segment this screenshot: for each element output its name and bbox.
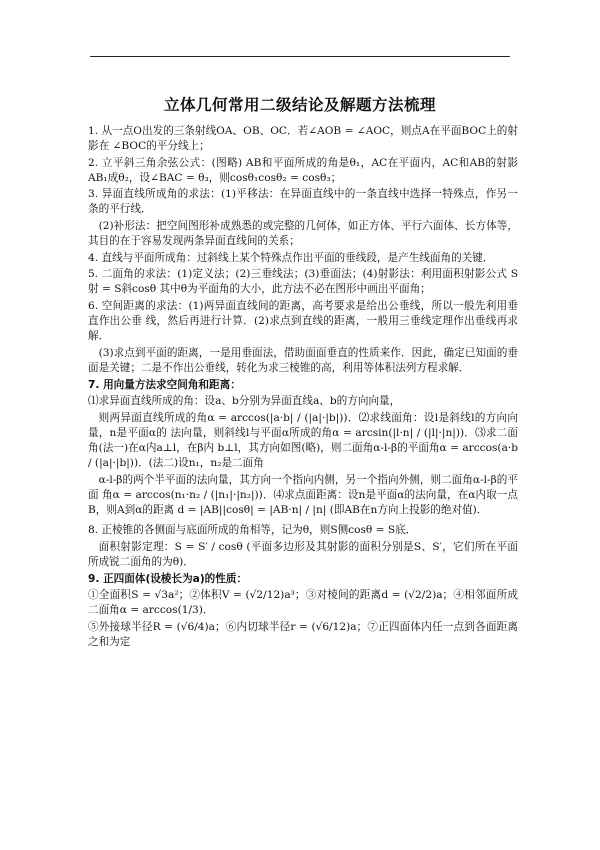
paragraph-3: 3. 异面直线所成角的求法：(1)平移法：在异面直线中的一条直线中选择一特殊点，作另一条的平行线．	[88, 188, 518, 216]
section-7-heading: 7. 用向量方法求空间角和距离：	[88, 378, 241, 391]
paragraph-8: 8. 正棱锥的各侧面与底面所成的角相等，记为θ，则S侧cosθ = S底．	[88, 524, 417, 537]
header-rule	[90, 56, 510, 57]
paragraph-6: 6. 空间距离的求法：(1)两异面直线间的距离，高考要求是给出公垂线，所以一般先利用垂直作出公垂 线，然后再进行计算．(2)求点到直线的距离，一般用三垂线定理作出垂线再求解．	[88, 300, 518, 343]
paragraph-1: 1. 从一点O出发的三条射线OA、OB、OC．若∠AOB = ∠AOC，则点A在平面BOC上的射影在 ∠BOC的平分线上；	[88, 125, 518, 152]
paragraph-3b: (2)补形法：把空间图形补成熟悉的或完整的几何体，如正方体、平行六面体、长方体等，其目的在于容易发现两条异面直线间的关系；	[88, 220, 518, 248]
paragraph-9b: ⑤外接球半径R = (√6/4)a；⑥内切球半径r = (√6/12)a；⑦正四面体内任一点到各面距离之和为定	[88, 621, 518, 648]
paragraph-8b: 面积射影定理：S = S′ / cosθ (平面多边形及其射影的面积分别是S、S′，它们所在平面所成锐二面角的为θ)．	[88, 540, 518, 568]
paragraph-5: 5. 二面角的求法：(1)定义法；(2)三垂线法；(3)垂面法；(4)射影法：利用面积射影公式 S射 = S斜cosθ 其中θ为平面角的大小，此方法不必在图形中画出平面角；	[88, 268, 518, 296]
paragraph-4: 4. 直线与平面所成角：过斜线上某个特殊点作出平面的垂线段，是产生线面角的关键．	[88, 251, 494, 264]
paragraph-6b: (3)求点到平面的距离，一是用垂面法，借助面面垂直的性质来作．因此，确定已知面的垂面是关键；二是不作出公垂线，转化为求三棱锥的高，利用等体积法列方程求解．	[88, 346, 518, 374]
document-title: 立体几何常用二级结论及解题方法梳理	[163, 96, 436, 114]
paragraph-7a: ⑴求异面直线所成的角：设a、b分别为异面直线a、b的方向向量，	[88, 395, 401, 408]
paragraph-9a: ①全面积S = √3a²；②体积V = (√2/12)a³；③对棱间的距离d = (√2/2)a；④相邻面所成二面角α = arccos(1/3)．	[88, 589, 518, 617]
paragraph-7c: α-l-β的两个半平面的法向量，其方向一个指向内侧，另一个指向外侧，则二面角α-l-β的平面 角α = arccos(n₁·n₂ / (|n₁|·|n₂|))．⑷求点面距离：设n是平面α的法向量，在α内取一点B，则A到α的距离 d = |AB||cosθ| = |AB·n| / |n| (即AB在n方向上投影的绝对值)．	[88, 473, 518, 516]
paragraph-7a2: 则两异面直线所成的角α = arccos(|a·b| / (|a|·|b|))．⑵求线面角：设l是斜线l的方向向量，n是平面α的 法向量，则斜线l与平面α所成的角α = arcsin(|l·n| / (|l|·|n|))．⑶求二面角(法一)在α内a⊥l，在β内 b⊥l，其方向如图(略)，则二面角α-l-β的平面角α = arccos(a·b / (|a|·|b|))．(法二)设n₁，n₂是二面角	[88, 411, 518, 469]
document-body	[88, 124, 518, 652]
section-9-heading: 9. 正四面体(设棱长为a)的性质：	[88, 572, 248, 585]
paragraph-2: 2. 立平斜三角余弦公式：(图略) AB和平面所成的角是θ₁，AC在平面内，AC和AB的射影AB₁成θ₂，设∠BAC = θ₃，则cosθ₁cosθ₂ = cosθ₃；	[88, 156, 518, 184]
